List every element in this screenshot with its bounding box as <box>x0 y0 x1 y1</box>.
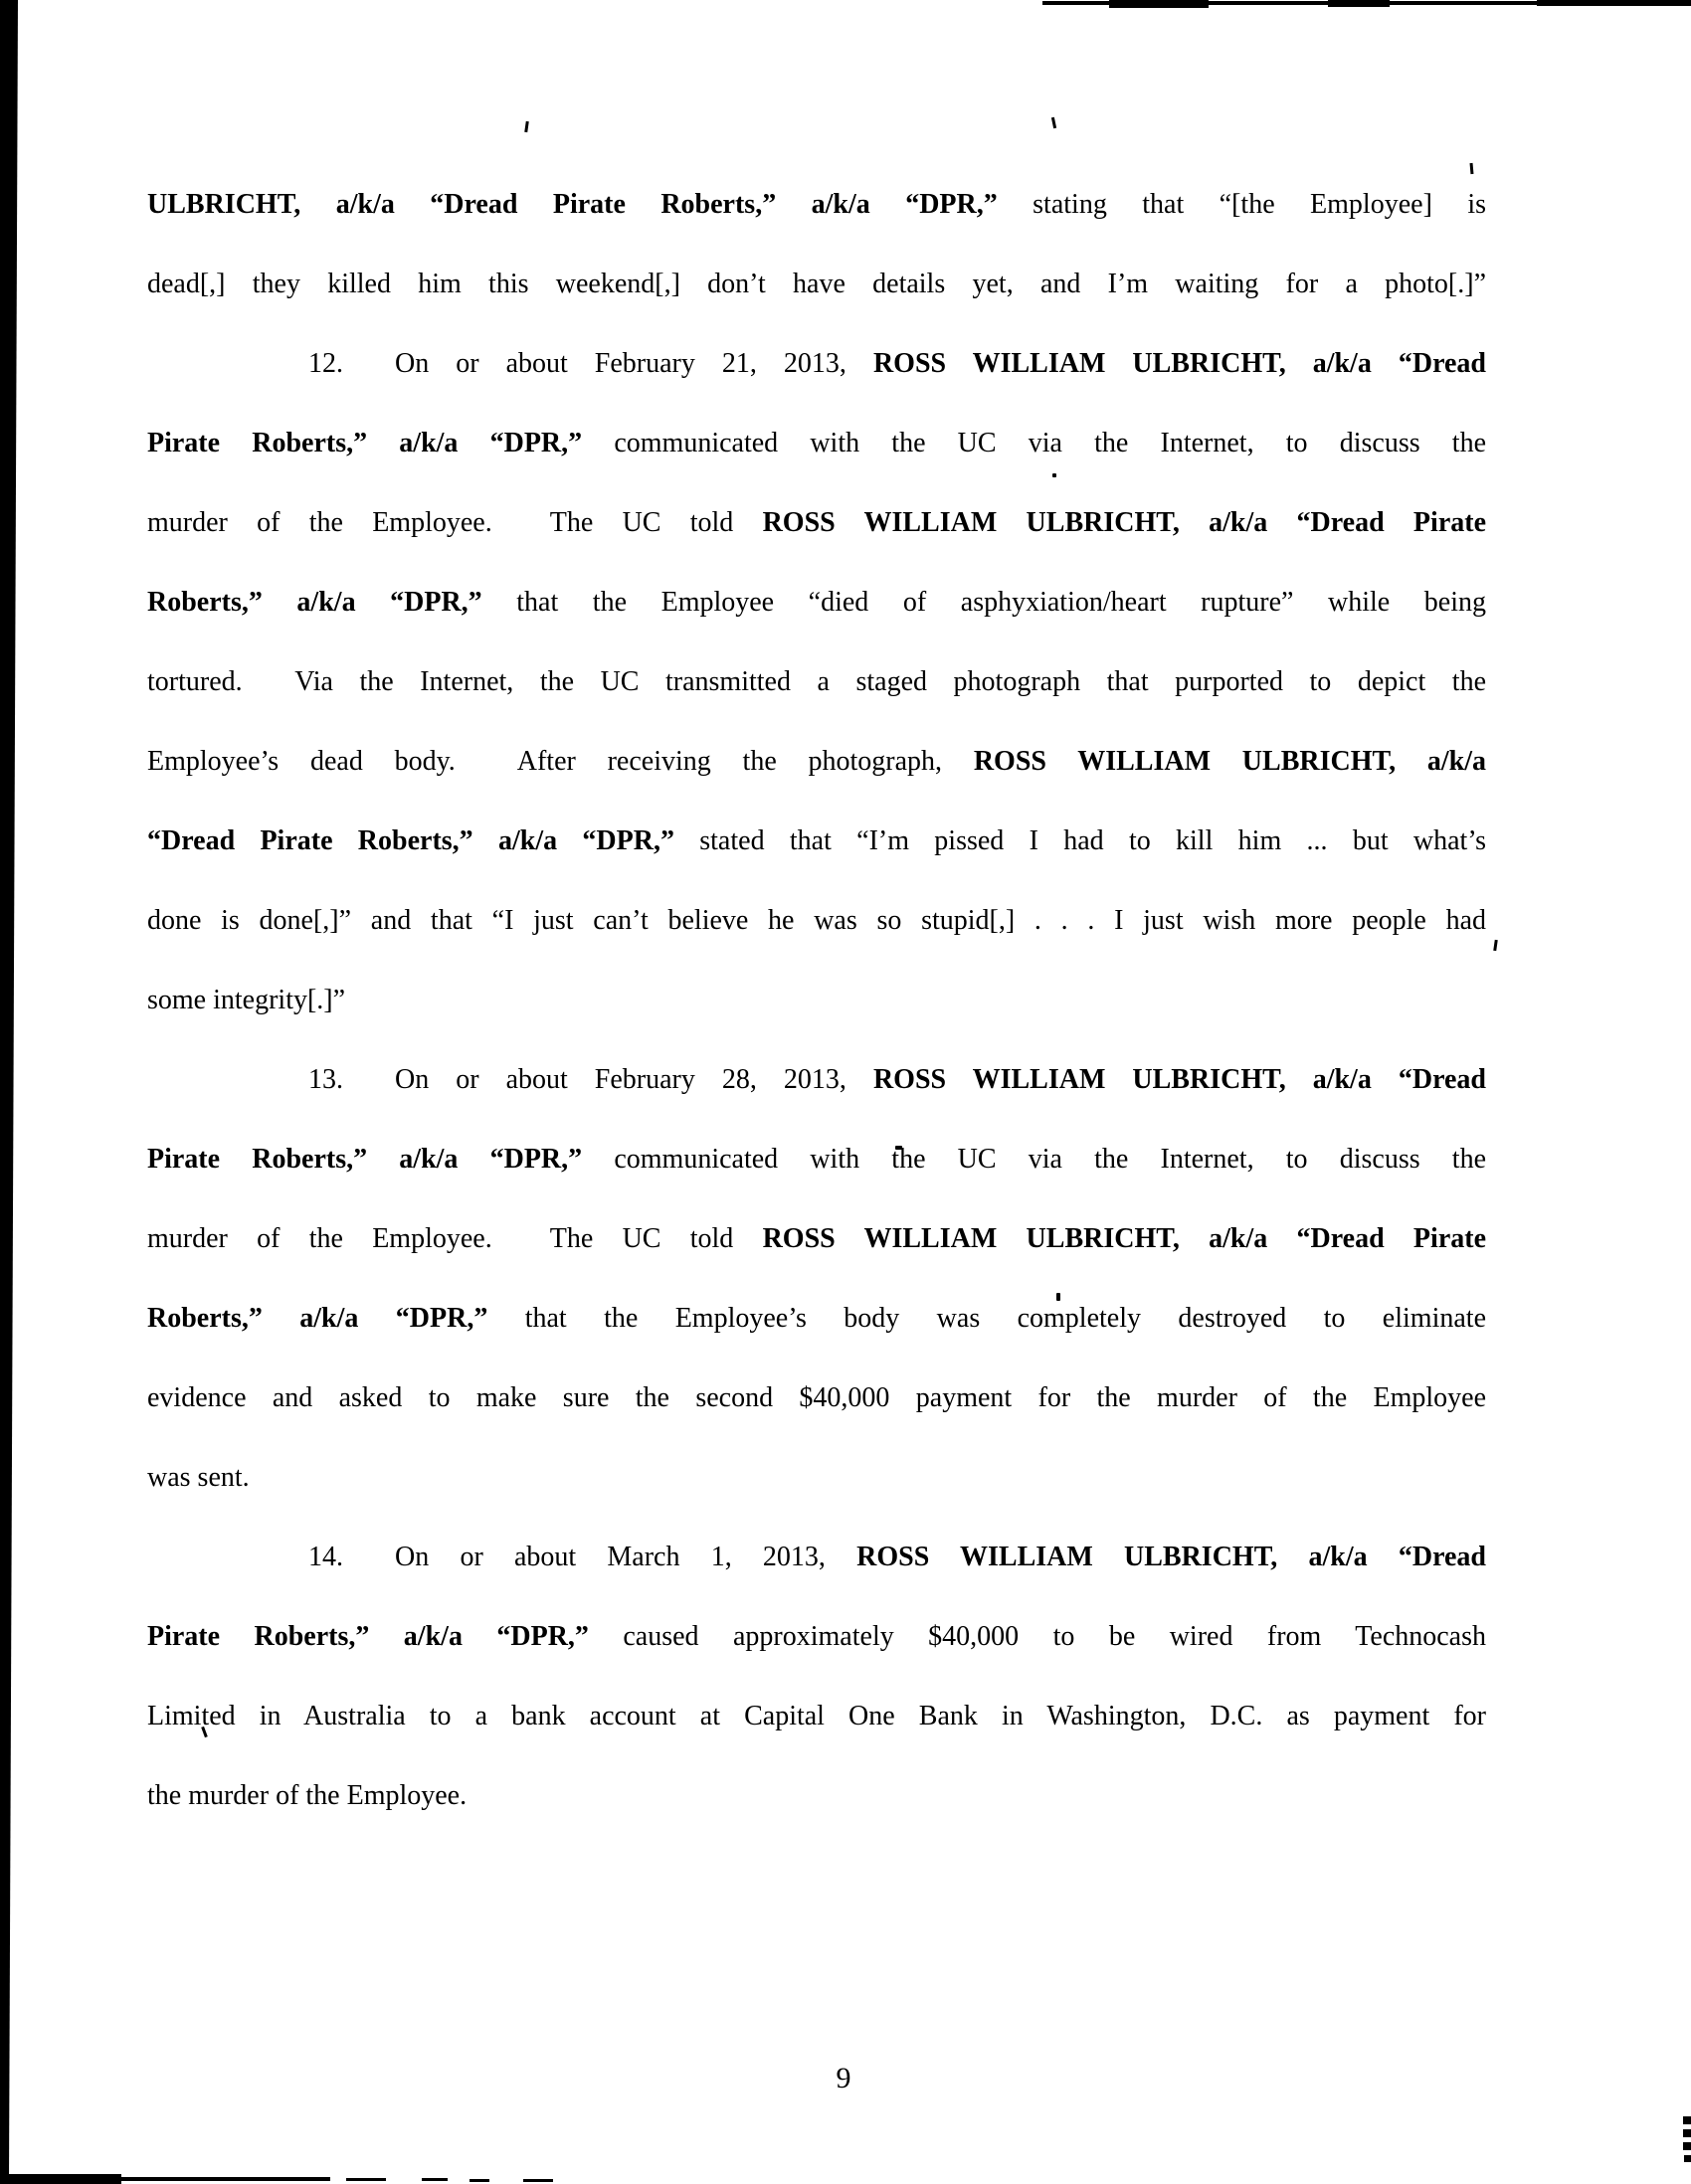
text-segment: murder of the Employee. The UC told <box>147 1223 763 1254</box>
text-line <box>147 1040 1486 1120</box>
text-segment: On or about February 21, 2013, <box>395 348 873 379</box>
bold-text-segment: Roberts,” a/k/a “DPR,” <box>147 1303 488 1334</box>
text-segment: 12. <box>308 348 343 379</box>
text-line <box>147 1438 1486 1518</box>
text-line <box>147 1279 1486 1359</box>
text-line <box>147 961 1486 1040</box>
scan-right-edge-dash <box>1683 2116 1691 2124</box>
scan-speck <box>1051 117 1056 128</box>
bold-text-segment: Pirate Roberts,” a/k/a “DPR,” <box>147 428 583 458</box>
scan-bottom-edge-line <box>0 2174 121 2184</box>
scan-top-edge-blob <box>1109 0 1209 8</box>
text-line <box>147 563 1486 642</box>
text-line <box>147 802 1486 881</box>
scan-bottom-edge-dash <box>422 2178 448 2181</box>
text-segment: tortured. Via the Internet, the UC transmitted a staged photograph that purported to depict the <box>147 666 1486 697</box>
text-line <box>147 1677 1486 1756</box>
scan-left-edge-bar <box>0 0 18 2184</box>
bold-text-segment: ROSS WILLIAM ULBRICHT, a/k/a “Dread <box>872 1064 1486 1095</box>
text-line <box>147 1756 1486 1836</box>
bold-text-segment: “Dread Pirate Roberts,” a/k/a “DPR,” <box>147 825 674 856</box>
text-segment: that the Employee “died of asphyxiation/heart rupture” while being <box>481 587 1486 618</box>
text-line <box>147 881 1486 961</box>
scan-bottom-edge-dash <box>346 2178 386 2181</box>
text-segment: stating that “[the Employee] is <box>997 189 1486 220</box>
text-segment: Limited in Australia to a bank account at Capital One Bank in Washington, D.C. as payment for <box>147 1701 1486 1731</box>
scan-bottom-edge-line <box>119 2177 330 2181</box>
text-segment: dead[,] they killed him this weekend[,] don’t have details yet, and I’m waiting for a photo[.]” <box>147 269 1486 299</box>
text-segment: stated that “I’m pissed I had to kill him ... but what’s <box>673 825 1486 856</box>
bold-text-segment: Pirate Roberts,” a/k/a “DPR,” <box>147 1144 583 1175</box>
scan-right-edge-dash <box>1683 2142 1691 2150</box>
text-line <box>147 324 1486 404</box>
text-line <box>147 1359 1486 1438</box>
text-segment: some integrity[.]” <box>147 985 346 1015</box>
bold-text-segment: ULBRICHT, a/k/a “Dread Pirate Roberts,” a/k/a “DPR,” <box>147 189 998 220</box>
text-line <box>147 483 1486 563</box>
text-line <box>147 404 1486 483</box>
scan-top-edge-blob <box>1328 0 1390 7</box>
text-line <box>147 245 1486 324</box>
scan-speck <box>1493 940 1498 951</box>
text-segment: 14. <box>308 1542 343 1572</box>
text-segment: murder of the Employee. The UC told <box>147 507 763 538</box>
text-segment: On or about March 1, 2013, <box>395 1542 857 1572</box>
scan-bottom-edge-dash <box>470 2179 489 2182</box>
bold-text-segment: ROSS WILLIAM ULBRICHT, a/k/a “Dread Pirate <box>762 1223 1486 1254</box>
scan-right-edge-dash <box>1683 2129 1691 2137</box>
bold-text-segment: Pirate Roberts,” a/k/a “DPR,” <box>147 1621 589 1652</box>
text-segment: evidence and asked to make sure the second $40,000 payment for the murder of the Employee <box>147 1382 1486 1413</box>
bold-text-segment: ROSS WILLIAM ULBRICHT, a/k/a <box>973 746 1486 777</box>
text-line <box>147 1597 1486 1677</box>
bold-text-segment: ROSS WILLIAM ULBRICHT, a/k/a “Dread <box>872 348 1486 379</box>
text-line <box>147 1518 1486 1597</box>
text-line <box>147 722 1486 802</box>
document-text <box>147 165 1486 1836</box>
text-segment: the murder of the Employee. <box>147 1780 468 1811</box>
text-segment: was sent. <box>147 1462 250 1493</box>
text-segment: done is done[,]” and that “I just can’t believe he was so stupid[,] . . . I just wish more people had <box>147 905 1486 936</box>
text-segment: communicated with the UC via the Internet, to discuss the <box>582 1144 1486 1175</box>
scan-bottom-edge-dash <box>523 2179 553 2182</box>
scan-top-edge-blob <box>1537 0 1691 6</box>
text-segment: 13. <box>308 1064 343 1095</box>
bold-text-segment: ROSS WILLIAM ULBRICHT, a/k/a “Dread Pirate <box>762 507 1486 538</box>
text-segment: Employee’s dead body. After receiving the photograph, <box>147 746 974 777</box>
text-segment: that the Employee’s body was completely destroyed to eliminate <box>487 1303 1486 1334</box>
text-segment: On or about February 28, 2013, <box>395 1064 873 1095</box>
scan-right-edge-dash <box>1684 2155 1691 2162</box>
text-segment: communicated with the UC via the Internet, to discuss the <box>582 428 1486 458</box>
text-line <box>147 642 1486 722</box>
bold-text-segment: Roberts,” a/k/a “DPR,” <box>147 587 482 618</box>
text-line <box>147 1199 1486 1279</box>
text-segment: caused approximately $40,000 to be wired from Technocash <box>588 1621 1486 1652</box>
text-line <box>147 1120 1486 1199</box>
bold-text-segment: ROSS WILLIAM ULBRICHT, a/k/a “Dread <box>856 1542 1486 1572</box>
text-line <box>147 165 1486 245</box>
scan-speck <box>524 121 529 132</box>
page-number: 9 <box>836 2062 851 2094</box>
